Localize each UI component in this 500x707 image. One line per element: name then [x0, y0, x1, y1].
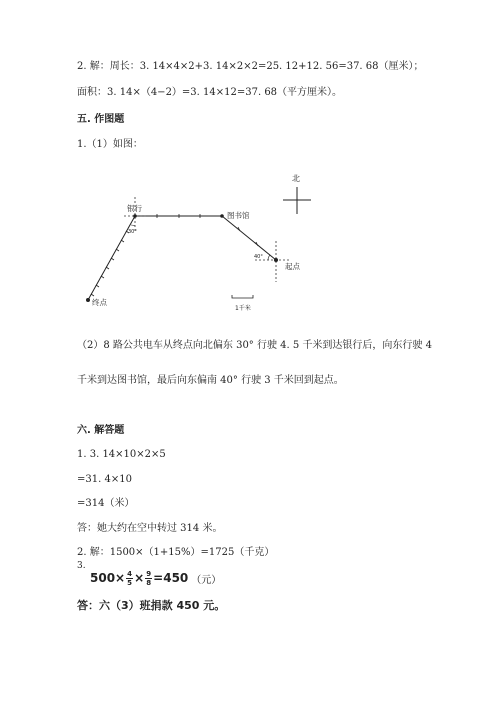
- text-line-route-description-2: 千米到达图书馆，最后向东偏南 40° 行驶 3 千米回到起点。: [77, 375, 344, 386]
- library-label: 图书馆: [227, 211, 250, 220]
- text-line-question-2: 2. 解：1500×（1+15%）=1725（千克）: [77, 547, 275, 558]
- formula-unit: （元）: [191, 574, 222, 586]
- text-line-calc-2: =31. 4×10: [77, 474, 132, 485]
- route-diagram: [80, 165, 340, 315]
- question-3-formula: [90, 567, 221, 589]
- angle-label-40: 40°: [254, 254, 263, 260]
- question-3-number: 3.: [77, 561, 86, 571]
- angle-arc-30: [131, 225, 135, 226]
- text-line-calc-1: 1. 3. 14×10×2×5: [77, 449, 166, 460]
- fraction-denominator: 8: [146, 578, 152, 587]
- text-line-area: 面积：3. 14×（4−2）=3. 14×12=37. 68（平方厘米）。: [77, 87, 343, 98]
- fraction-denominator: 5: [127, 578, 133, 587]
- section-heading-drawing: 五. 作图题: [77, 114, 125, 125]
- text-line-calc-3: =314（米）: [77, 498, 135, 509]
- bank-point: [133, 214, 137, 218]
- fraction-numerator: 9: [146, 569, 152, 578]
- terminal-point: [86, 298, 90, 302]
- terminal-label: 终点: [92, 298, 107, 307]
- formula-times: ×: [134, 571, 145, 585]
- angle-arc-40: [268, 255, 270, 260]
- scale-label: 1千米: [235, 305, 251, 312]
- start-label: 起点: [285, 262, 300, 271]
- fraction-four-fifths: [126, 570, 133, 587]
- text-line-perimeter: 2. 解：周长：3. 14×4×2+3. 14×2×2=25. 12+12. 56=37. 68（厘米）；: [77, 61, 424, 72]
- final-answer: 答：六（3）班捐款 450 元。: [77, 599, 226, 612]
- text-line-route-description-1: （2）8 路公共电车从终点向北偏东 30° 行驶 4. 5 千米到达银行后，向东行驶 4: [77, 340, 432, 351]
- formula-result: =450: [153, 571, 189, 585]
- route-library-to-start: [222, 216, 276, 260]
- bank-label: 银行: [127, 204, 142, 213]
- angle-label-30: 30°: [128, 229, 137, 235]
- fraction-numerator: 4: [127, 569, 133, 578]
- text-line-question-1: 1.（1）如图：: [77, 139, 143, 150]
- fraction-nine-eighths: [145, 570, 152, 587]
- text-line-answer-1: 答：她大约在空中转过 314 米。: [77, 523, 223, 534]
- start-point: [274, 258, 278, 262]
- formula-part-a: 500×: [90, 571, 126, 585]
- scale-bar: [232, 295, 253, 298]
- library-point: [220, 214, 224, 218]
- north-label: 北: [292, 174, 300, 183]
- section-heading-answers: 六. 解答题: [77, 425, 125, 436]
